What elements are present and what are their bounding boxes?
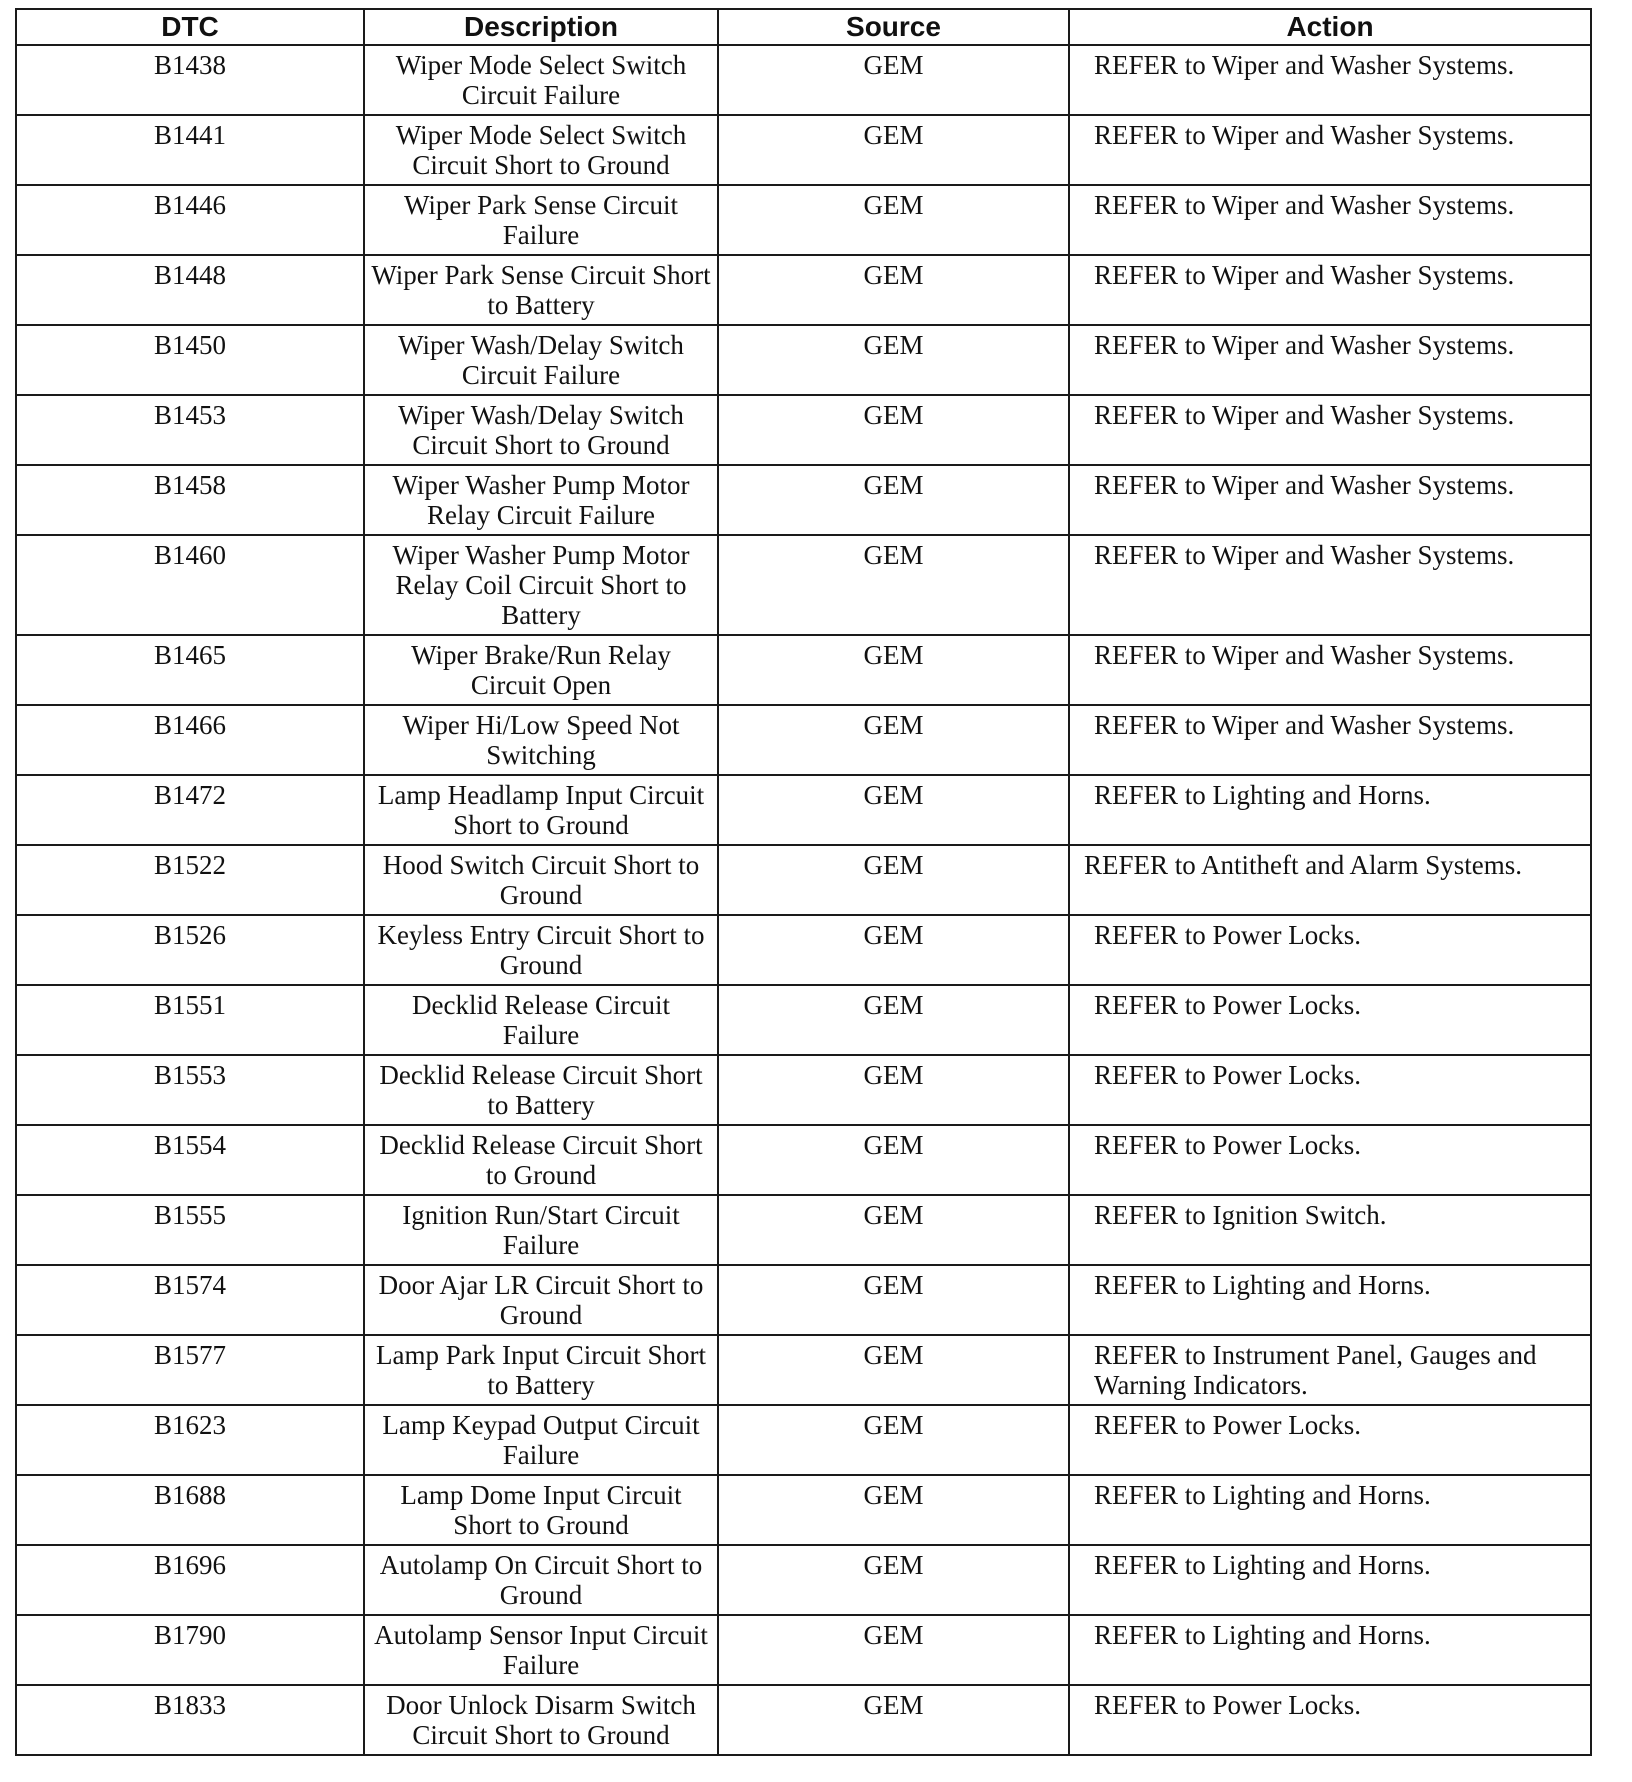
source-cell: GEM xyxy=(718,915,1069,985)
description-cell: Wiper Wash/Delay Switch Circuit Failure xyxy=(364,325,718,395)
header-action: Action xyxy=(1069,9,1591,45)
dtc-cell: B1466 xyxy=(16,705,364,775)
source-cell: GEM xyxy=(718,115,1069,185)
table-row xyxy=(16,985,1591,1055)
source-cell: GEM xyxy=(718,1125,1069,1195)
description-cell: Wiper Park Sense Circuit Short to Battery xyxy=(364,255,718,325)
header-dtc: DTC xyxy=(16,9,364,45)
action-cell: REFER to Power Locks. xyxy=(1069,1685,1591,1755)
action-cell: REFER to Power Locks. xyxy=(1069,915,1591,985)
dtc-cell: B1450 xyxy=(16,325,364,395)
description-cell: Decklid Release Circuit Short to Ground xyxy=(364,1125,718,1195)
dtc-cell: B1790 xyxy=(16,1615,364,1685)
description-cell: Lamp Keypad Output Circuit Failure xyxy=(364,1405,718,1475)
description-cell: Ignition Run/Start Circuit Failure xyxy=(364,1195,718,1265)
table-row xyxy=(16,1615,1591,1685)
table-row xyxy=(16,1475,1591,1545)
source-cell: GEM xyxy=(718,705,1069,775)
action-cell: REFER to Wiper and Washer Systems. xyxy=(1069,255,1591,325)
source-cell: GEM xyxy=(718,465,1069,535)
source-cell: GEM xyxy=(718,45,1069,115)
action-cell: REFER to Wiper and Washer Systems. xyxy=(1069,185,1591,255)
dtc-cell: B1465 xyxy=(16,635,364,705)
description-cell: Wiper Washer Pump Motor Relay Circuit Failure xyxy=(364,465,718,535)
dtc-table-container xyxy=(15,8,1590,1756)
header-description: Description xyxy=(364,9,718,45)
source-cell: GEM xyxy=(718,185,1069,255)
dtc-cell: B1446 xyxy=(16,185,364,255)
table-row xyxy=(16,705,1591,775)
dtc-cell: B1688 xyxy=(16,1475,364,1545)
action-cell: REFER to Lighting and Horns. xyxy=(1069,1475,1591,1545)
table-row xyxy=(16,635,1591,705)
action-cell: REFER to Lighting and Horns. xyxy=(1069,1545,1591,1615)
action-cell: REFER to Power Locks. xyxy=(1069,1125,1591,1195)
action-cell: REFER to Wiper and Washer Systems. xyxy=(1069,115,1591,185)
source-cell: GEM xyxy=(718,395,1069,465)
dtc-cell: B1453 xyxy=(16,395,364,465)
action-cell: REFER to Wiper and Washer Systems. xyxy=(1069,325,1591,395)
dtc-cell: B1522 xyxy=(16,845,364,915)
dtc-cell: B1554 xyxy=(16,1125,364,1195)
dtc-cell: B1526 xyxy=(16,915,364,985)
source-cell: GEM xyxy=(718,1405,1069,1475)
dtc-cell: B1458 xyxy=(16,465,364,535)
description-cell: Wiper Mode Select Switch Circuit Failure xyxy=(364,45,718,115)
action-cell: REFER to Lighting and Horns. xyxy=(1069,1615,1591,1685)
description-cell: Lamp Park Input Circuit Short to Battery xyxy=(364,1335,718,1405)
table-row xyxy=(16,775,1591,845)
table-row xyxy=(16,255,1591,325)
table-row xyxy=(16,1335,1591,1405)
action-cell: REFER to Ignition Switch. xyxy=(1069,1195,1591,1265)
description-cell: Keyless Entry Circuit Short to Ground xyxy=(364,915,718,985)
action-cell: REFER to Power Locks. xyxy=(1069,1405,1591,1475)
table-row xyxy=(16,1125,1591,1195)
action-cell: REFER to Wiper and Washer Systems. xyxy=(1069,535,1591,635)
description-cell: Lamp Headlamp Input Circuit Short to Ground xyxy=(364,775,718,845)
source-cell: GEM xyxy=(718,985,1069,1055)
dtc-cell: B1623 xyxy=(16,1405,364,1475)
description-cell: Door Unlock Disarm Switch Circuit Short to Ground xyxy=(364,1685,718,1755)
action-cell: REFER to Wiper and Washer Systems. xyxy=(1069,465,1591,535)
table-header xyxy=(16,9,1591,45)
dtc-table xyxy=(15,8,1592,1756)
action-cell: REFER to Antitheft and Alarm Systems. xyxy=(1069,845,1591,915)
description-cell: Lamp Dome Input Circuit Short to Ground xyxy=(364,1475,718,1545)
dtc-cell: B1577 xyxy=(16,1335,364,1405)
dtc-cell: B1553 xyxy=(16,1055,364,1125)
dtc-cell: B1833 xyxy=(16,1685,364,1755)
source-cell: GEM xyxy=(718,635,1069,705)
table-row xyxy=(16,465,1591,535)
table-row xyxy=(16,1055,1591,1125)
table-row xyxy=(16,185,1591,255)
description-cell: Decklid Release Circuit Short to Battery xyxy=(364,1055,718,1125)
source-cell: GEM xyxy=(718,535,1069,635)
source-cell: GEM xyxy=(718,1545,1069,1615)
header-row xyxy=(16,9,1591,45)
table-row xyxy=(16,1545,1591,1615)
description-cell: Autolamp Sensor Input Circuit Failure xyxy=(364,1615,718,1685)
description-cell: Autolamp On Circuit Short to Ground xyxy=(364,1545,718,1615)
description-cell: Wiper Mode Select Switch Circuit Short to Ground xyxy=(364,115,718,185)
table-row xyxy=(16,325,1591,395)
dtc-cell: B1551 xyxy=(16,985,364,1055)
table-row xyxy=(16,1195,1591,1265)
table-row xyxy=(16,45,1591,115)
dtc-cell: B1448 xyxy=(16,255,364,325)
source-cell: GEM xyxy=(718,775,1069,845)
table-row xyxy=(16,1685,1591,1755)
action-cell: REFER to Wiper and Washer Systems. xyxy=(1069,705,1591,775)
description-cell: Wiper Wash/Delay Switch Circuit Short to Ground xyxy=(364,395,718,465)
dtc-cell: B1472 xyxy=(16,775,364,845)
dtc-cell: B1441 xyxy=(16,115,364,185)
description-cell: Hood Switch Circuit Short to Ground xyxy=(364,845,718,915)
action-cell: REFER to Instrument Panel, Gauges and Warning Indicators. xyxy=(1069,1335,1591,1405)
description-cell: Decklid Release Circuit Failure xyxy=(364,985,718,1055)
table-row xyxy=(16,1265,1591,1335)
source-cell: GEM xyxy=(718,1335,1069,1405)
table-row xyxy=(16,535,1591,635)
description-cell: Wiper Washer Pump Motor Relay Coil Circuit Short to Battery xyxy=(364,535,718,635)
action-cell: REFER to Wiper and Washer Systems. xyxy=(1069,635,1591,705)
table-row xyxy=(16,115,1591,185)
action-cell: REFER to Wiper and Washer Systems. xyxy=(1069,45,1591,115)
action-cell: REFER to Lighting and Horns. xyxy=(1069,1265,1591,1335)
dtc-cell: B1574 xyxy=(16,1265,364,1335)
description-cell: Wiper Park Sense Circuit Failure xyxy=(364,185,718,255)
description-cell: Door Ajar LR Circuit Short to Ground xyxy=(364,1265,718,1335)
dtc-cell: B1438 xyxy=(16,45,364,115)
action-cell: REFER to Lighting and Horns. xyxy=(1069,775,1591,845)
header-source: Source xyxy=(718,9,1069,45)
action-cell: REFER to Wiper and Washer Systems. xyxy=(1069,395,1591,465)
table-row xyxy=(16,1405,1591,1475)
table-row xyxy=(16,845,1591,915)
action-cell: REFER to Power Locks. xyxy=(1069,1055,1591,1125)
source-cell: GEM xyxy=(718,845,1069,915)
dtc-cell: B1460 xyxy=(16,535,364,635)
source-cell: GEM xyxy=(718,1055,1069,1125)
description-cell: Wiper Brake/Run Relay Circuit Open xyxy=(364,635,718,705)
table-row xyxy=(16,395,1591,465)
table-row xyxy=(16,915,1591,985)
table-body xyxy=(16,45,1591,1755)
description-cell: Wiper Hi/Low Speed Not Switching xyxy=(364,705,718,775)
dtc-cell: B1555 xyxy=(16,1195,364,1265)
source-cell: GEM xyxy=(718,325,1069,395)
source-cell: GEM xyxy=(718,1195,1069,1265)
dtc-cell: B1696 xyxy=(16,1545,364,1615)
source-cell: GEM xyxy=(718,1475,1069,1545)
source-cell: GEM xyxy=(718,1685,1069,1755)
source-cell: GEM xyxy=(718,1265,1069,1335)
action-cell: REFER to Power Locks. xyxy=(1069,985,1591,1055)
source-cell: GEM xyxy=(718,255,1069,325)
source-cell: GEM xyxy=(718,1615,1069,1685)
